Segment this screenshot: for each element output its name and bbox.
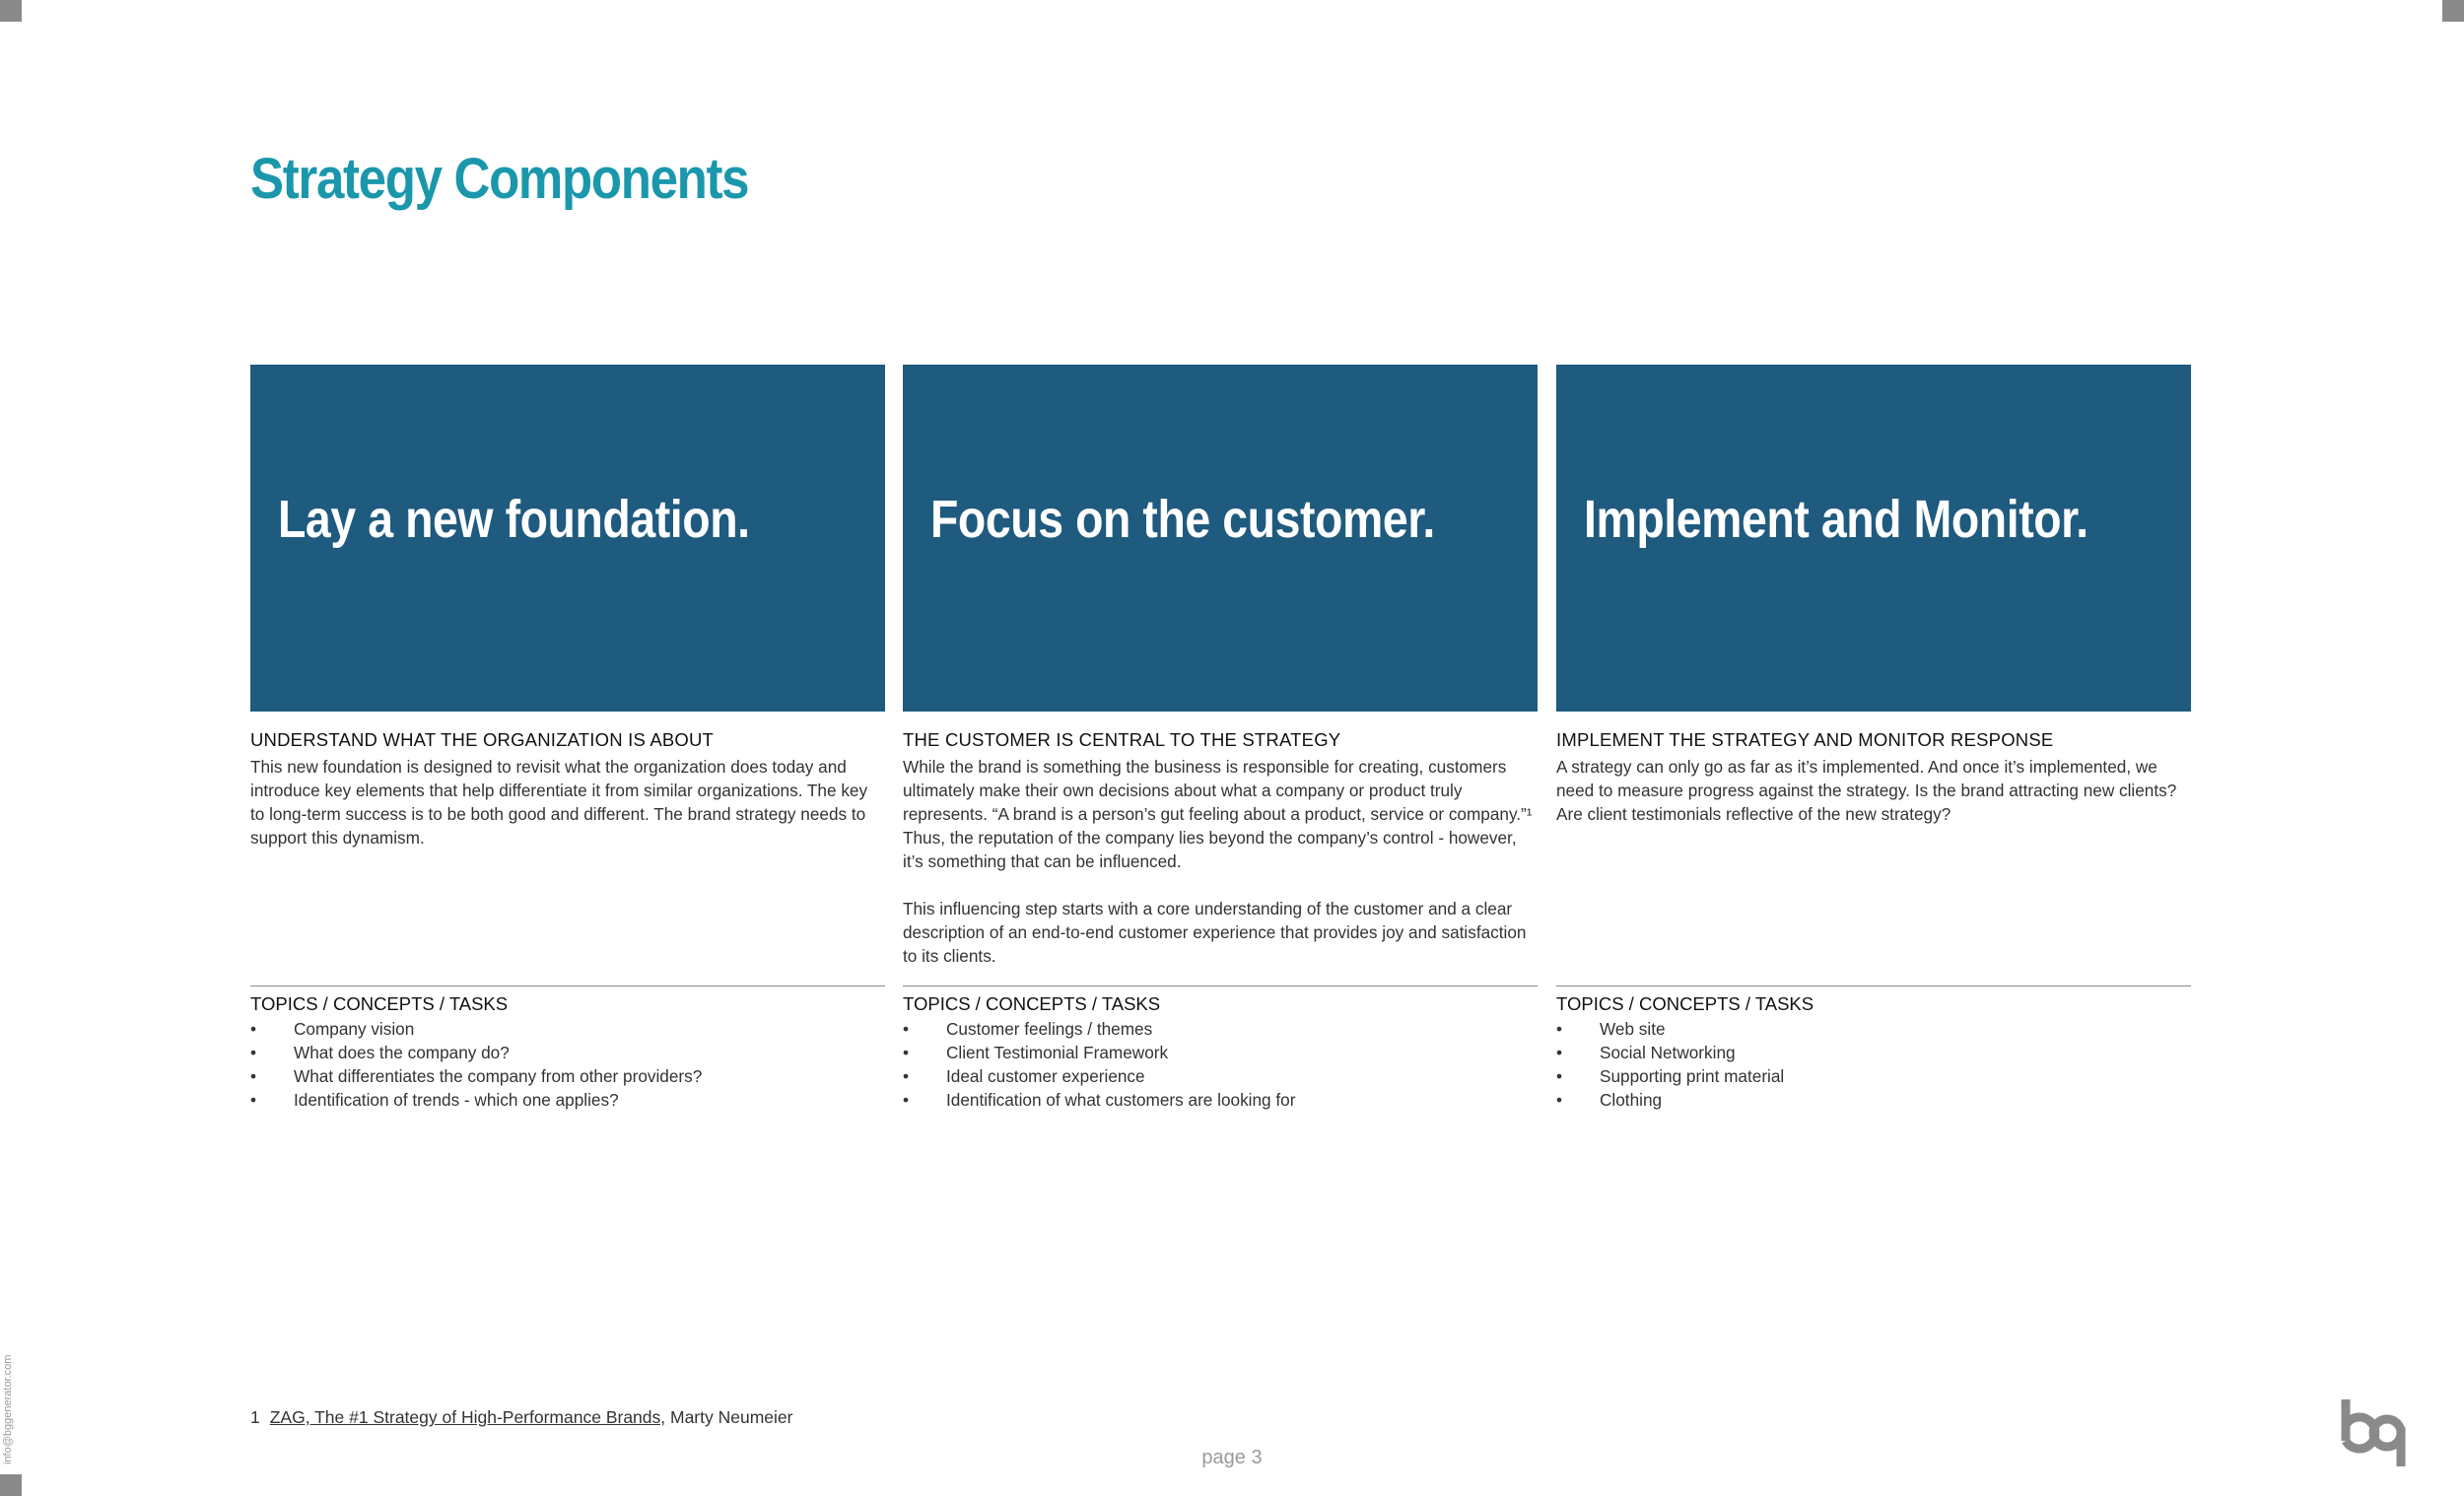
bullet-icon: • xyxy=(903,1019,910,1039)
section-heading: UNDERSTAND WHAT THE ORGANIZATION IS ABOUT xyxy=(250,729,715,750)
topics-list xyxy=(250,1017,885,1112)
list-item xyxy=(250,1041,885,1064)
list-item-label: Customer feelings / themes xyxy=(946,1019,1153,1039)
strategy-column-foundation xyxy=(250,365,885,1110)
list-item-label: Identification of what customers are looking for xyxy=(946,1090,1296,1110)
list-item-label: Company vision xyxy=(294,1019,415,1039)
list-item xyxy=(1556,1041,2191,1064)
list-item xyxy=(903,1041,1538,1064)
list-item xyxy=(1556,1017,2191,1041)
list-item-label: Clothing xyxy=(1600,1090,1663,1110)
list-item xyxy=(250,1064,885,1088)
section-heading: THE CUSTOMER IS CENTRAL TO THE STRATEGY xyxy=(903,729,1341,750)
list-item-label: Identification of trends - which one applies? xyxy=(294,1090,619,1110)
list-item-label: What does the company do? xyxy=(294,1043,510,1062)
list-item xyxy=(1556,1088,2191,1112)
bullet-icon: • xyxy=(903,1043,910,1062)
list-item-label: Supporting print material xyxy=(1600,1066,1785,1086)
bullet-icon: • xyxy=(903,1090,910,1110)
list-item xyxy=(1556,1064,2191,1088)
page-title: Strategy Components xyxy=(250,147,749,211)
description-paragraph: While the brand is something the business is responsible for creating, customers ultimately make their own decisions about what a company or product truly represents. “A brand is a person’s gut feeling about a product, service or company.”¹ Thus, the reputation of the company lies beyond the company’s control - however, it’s something that can be influenced. xyxy=(903,757,1533,871)
description-paragraph: This influencing step starts with a core understanding of the customer and a clear description of an end-to-end customer experience that provides joy and satisfaction to its clients. xyxy=(903,899,1527,966)
description-paragraph: This new foundation is designed to revisit what the organization does today and introduce key elements that help differentiate it from similar organizations. The key to long-term success is to be both good and different. The brand strategy needs to support this dynamism. xyxy=(250,757,868,848)
banner-customer xyxy=(903,365,1538,712)
bullet-icon: • xyxy=(250,1066,257,1086)
top-left-corner-mark xyxy=(0,0,22,22)
bg-logo-icon xyxy=(2338,1397,2409,1468)
banner-foundation xyxy=(250,365,885,712)
section-description xyxy=(1556,755,2191,850)
banner-heading: Focus on the customer. xyxy=(930,490,1435,549)
list-item-label: Web site xyxy=(1600,1019,1666,1039)
section-heading: IMPLEMENT THE STRATEGY AND MONITOR RESPONSE xyxy=(1556,729,2054,750)
bullet-icon: • xyxy=(1556,1019,1563,1039)
list-item-label: Ideal customer experience xyxy=(946,1066,1145,1086)
topics-heading: TOPICS / CONCEPTS / TASKS xyxy=(250,993,509,1014)
section-description xyxy=(903,755,1538,991)
list-item-label: What differentiates the company from other providers? xyxy=(294,1066,703,1086)
list-item-label: Social Networking xyxy=(1600,1043,1736,1062)
banner-heading: Lay a new foundation. xyxy=(278,490,750,549)
topics-heading: TOPICS / CONCEPTS / TASKS xyxy=(1556,993,1814,1014)
description-paragraph: A strategy can only go as far as it’s implemented. And once it’s implemented, we need to measure progress against the strategy. Is the brand attracting new clients? Are client testimonials reflective of the new strategy? xyxy=(1556,757,2177,824)
strategy-column-implement xyxy=(1556,365,2191,1110)
bottom-left-corner-mark xyxy=(0,1474,22,1496)
list-item xyxy=(250,1088,885,1112)
footnote-author: Marty Neumeier xyxy=(665,1407,793,1427)
top-right-corner-mark xyxy=(2442,0,2464,22)
topics-list xyxy=(903,1017,1538,1112)
bullet-icon: • xyxy=(1556,1090,1563,1110)
strategy-column-customer xyxy=(903,365,1538,1110)
bullet-icon: • xyxy=(250,1090,257,1110)
list-item xyxy=(903,1088,1538,1112)
list-item xyxy=(903,1017,1538,1041)
bullet-icon: • xyxy=(903,1066,910,1086)
topics-list xyxy=(1556,1017,2191,1112)
footnote-number: 1 xyxy=(250,1407,260,1427)
section-description xyxy=(250,755,885,873)
banner-implement xyxy=(1556,365,2191,712)
banner-heading: Implement and Monitor. xyxy=(1584,490,2088,549)
list-item xyxy=(250,1017,885,1041)
side-email: info@bggenerator.com xyxy=(2,1354,14,1464)
bullet-icon: • xyxy=(1556,1043,1563,1062)
footnote xyxy=(250,1407,792,1428)
bullet-icon: • xyxy=(1556,1066,1563,1086)
list-item-label: Client Testimonial Framework xyxy=(946,1043,1169,1062)
list-item xyxy=(903,1064,1538,1088)
page-number: page 3 xyxy=(1201,1447,1263,1468)
bullet-icon: • xyxy=(250,1019,257,1039)
footnote-source-link[interactable]: ZAG, The #1 Strategy of High-Performance Brands, xyxy=(269,1407,666,1427)
topics-heading: TOPICS / CONCEPTS / TASKS xyxy=(903,993,1161,1014)
bullet-icon: • xyxy=(250,1043,257,1062)
